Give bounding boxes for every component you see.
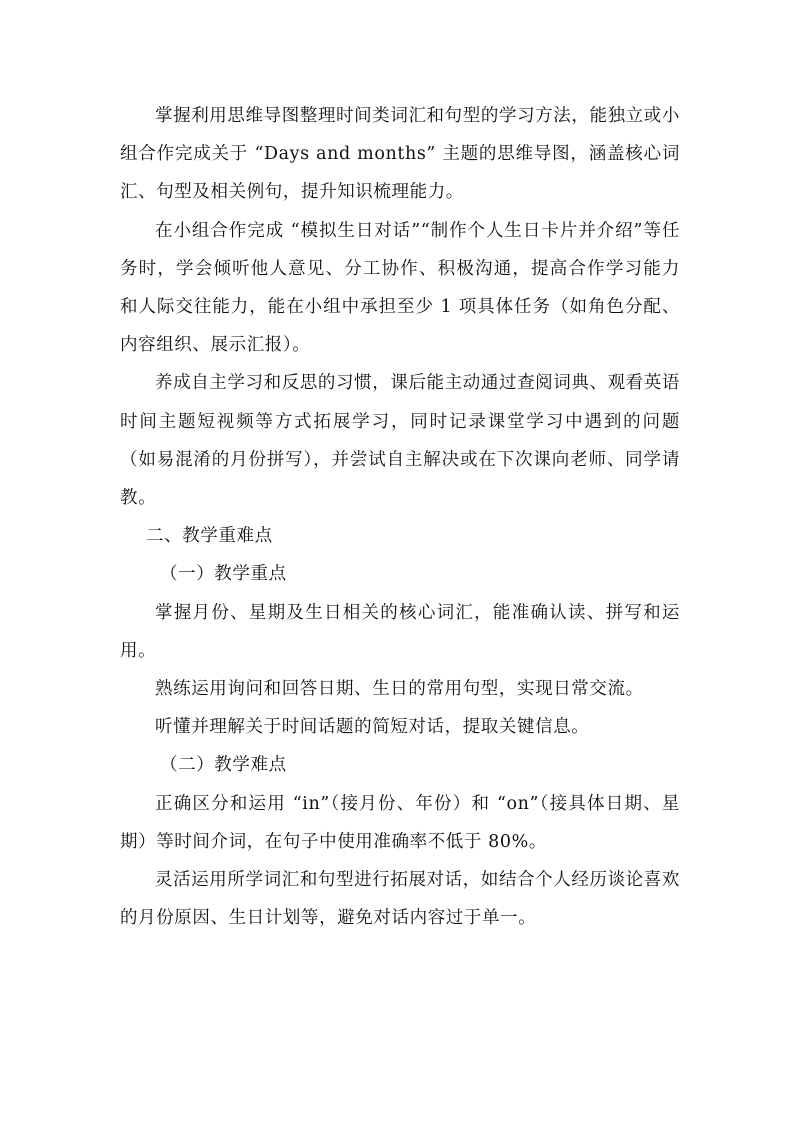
difficult-point-extended-dialogue: 灵活运用所学词汇和句型进行拓展对话，如结合个人经历谈论喜欢的月份原因、生日计划等，避免对话内容过于单一。 <box>120 870 680 929</box>
subsection-heading-difficult-points: （二）教学难点 <box>160 755 287 776</box>
document-page <box>120 97 680 937</box>
intro-paragraph-group-work: 在小组合作完成 “模拟生日对话”“制作个人生日卡片并介绍”等任务时，学会倾听他人意见、分工协作、积极沟通，提高合作学习能力和人际交往能力，能在小组中承担至少 1 项具体任务（如角色分配、内容组织、展示汇报）。 <box>120 220 680 356</box>
difficult-point-prepositions: 正确区分和运用 “in”（接月份、年份）和 “on”（接具体日期、星期）等时间介词，在句子中使用准确率不低于 80%。 <box>120 793 680 852</box>
key-point-vocabulary: 掌握月份、星期及生日相关的核心词汇，能准确认读、拼写和运用。 <box>120 602 680 661</box>
key-point-listening: 听懂并理解关于时间话题的简短对话，提取关键信息。 <box>155 717 590 738</box>
key-point-sentence-patterns: 熟练运用询问和回答日期、生日的常用句型，实现日常交流。 <box>155 679 644 700</box>
intro-paragraph-self-study: 养成自主学习和反思的习惯，课后能主动通过查阅词典、观看英语时间主题短视频等方式拓展学习，同时记录课堂学习中遇到的问题（如易混淆的月份拼写），并尝试自主解决或在下次课向老师、同学请教。 <box>120 373 680 509</box>
subsection-heading-key-points: （一）教学重点 <box>160 564 287 585</box>
section-heading-key-difficult-points: 二、教学重难点 <box>146 526 273 547</box>
intro-paragraph-mind-map: 掌握利用思维导图整理时间类词汇和句型的学习方法，能独立或小组合作完成关于 “Days and months” 主题的思维导图，涵盖核心词汇、句型及相关例句，提升知识梳理能力。 <box>120 106 680 203</box>
